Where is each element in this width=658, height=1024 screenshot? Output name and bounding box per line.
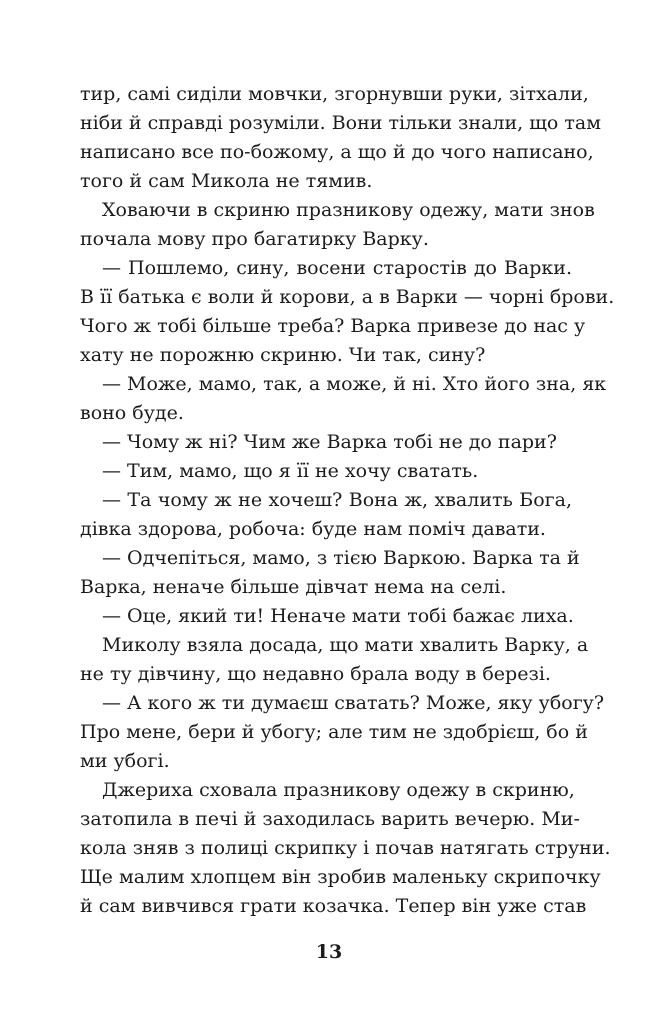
text-line: того й сам Микола не тямив.: [80, 170, 373, 192]
text-line: написано все по-божому, а що й до чого написано,: [80, 141, 594, 163]
text-line: Миколу взяла досада, що мати хвалить Варку, а: [102, 634, 589, 656]
body-text: [80, 80, 615, 921]
text-line: Чого ж тобі більше треба? Варка привезе до нас у: [80, 315, 586, 337]
text-line: — Пошлемо, сину, восени старостів до Варки.: [102, 257, 572, 279]
text-line: тир, самі сиділи мовчки, згорнувши руки, зітхали,: [80, 83, 589, 105]
text-line: — Оце, який ти! Неначе мати тобі бажає лиха.: [102, 605, 574, 627]
text-line: — Може, мамо, так, а може, й ні. Хто його зна, як: [102, 373, 607, 395]
page-number: 13: [315, 941, 343, 963]
text-line: затопила в печі й заходилась варить вечерю. Ми-: [80, 808, 580, 830]
text-line: — А кого ж ти думаєш сватать? Може, яку убогу?: [102, 692, 605, 714]
text-line: Ховаючи в скриню празникову одежу, мати знов: [102, 199, 595, 221]
text-line: — Чому ж ні? Чим же Варка тобі не до пари?: [102, 431, 557, 453]
text-line: — Та чому ж не хочеш? Вона ж, хвалить Бога,: [102, 489, 572, 511]
text-line: дівка здорова, робоча: буде нам поміч давати.: [80, 518, 546, 540]
text-line: не ту дівчину, що недавно брала воду в березі.: [80, 663, 551, 685]
text-line: Варка, неначе більше дівчат нема на селі.: [80, 576, 507, 598]
text-line: Джериха сховала празникову одежу в скриню,: [102, 779, 575, 801]
text-line: Про мене, бери й убогу; але тим не здобрієш, бо й: [80, 721, 588, 743]
text-line: почала мову про багатирку Варку.: [80, 228, 429, 250]
text-line: — Тим, мамо, що я її не хочу сватать.: [102, 460, 479, 482]
text-line: В її батька є воли й корови, а в Варки — чорні брови.: [80, 286, 615, 308]
text-line: ми убогі.: [80, 750, 170, 772]
text-line: й сам вивчився грати козачка. Тепер він уже став: [80, 895, 587, 917]
text-line: кола зняв з полиці скрипку і почав натягать струни.: [80, 837, 611, 859]
text-line: — Одчепіться, мамо, з тією Варкою. Варка та й: [102, 547, 580, 569]
text-line: Ще малим хлопцем він зробив маленьку скрипочку: [80, 866, 601, 888]
text-line: хату не порожню скриню. Чи так, сину?: [80, 344, 486, 366]
text-line: ніби й справді розуміли. Вони тільки знали, що там: [80, 112, 601, 134]
text-line: воно буде.: [80, 402, 184, 424]
